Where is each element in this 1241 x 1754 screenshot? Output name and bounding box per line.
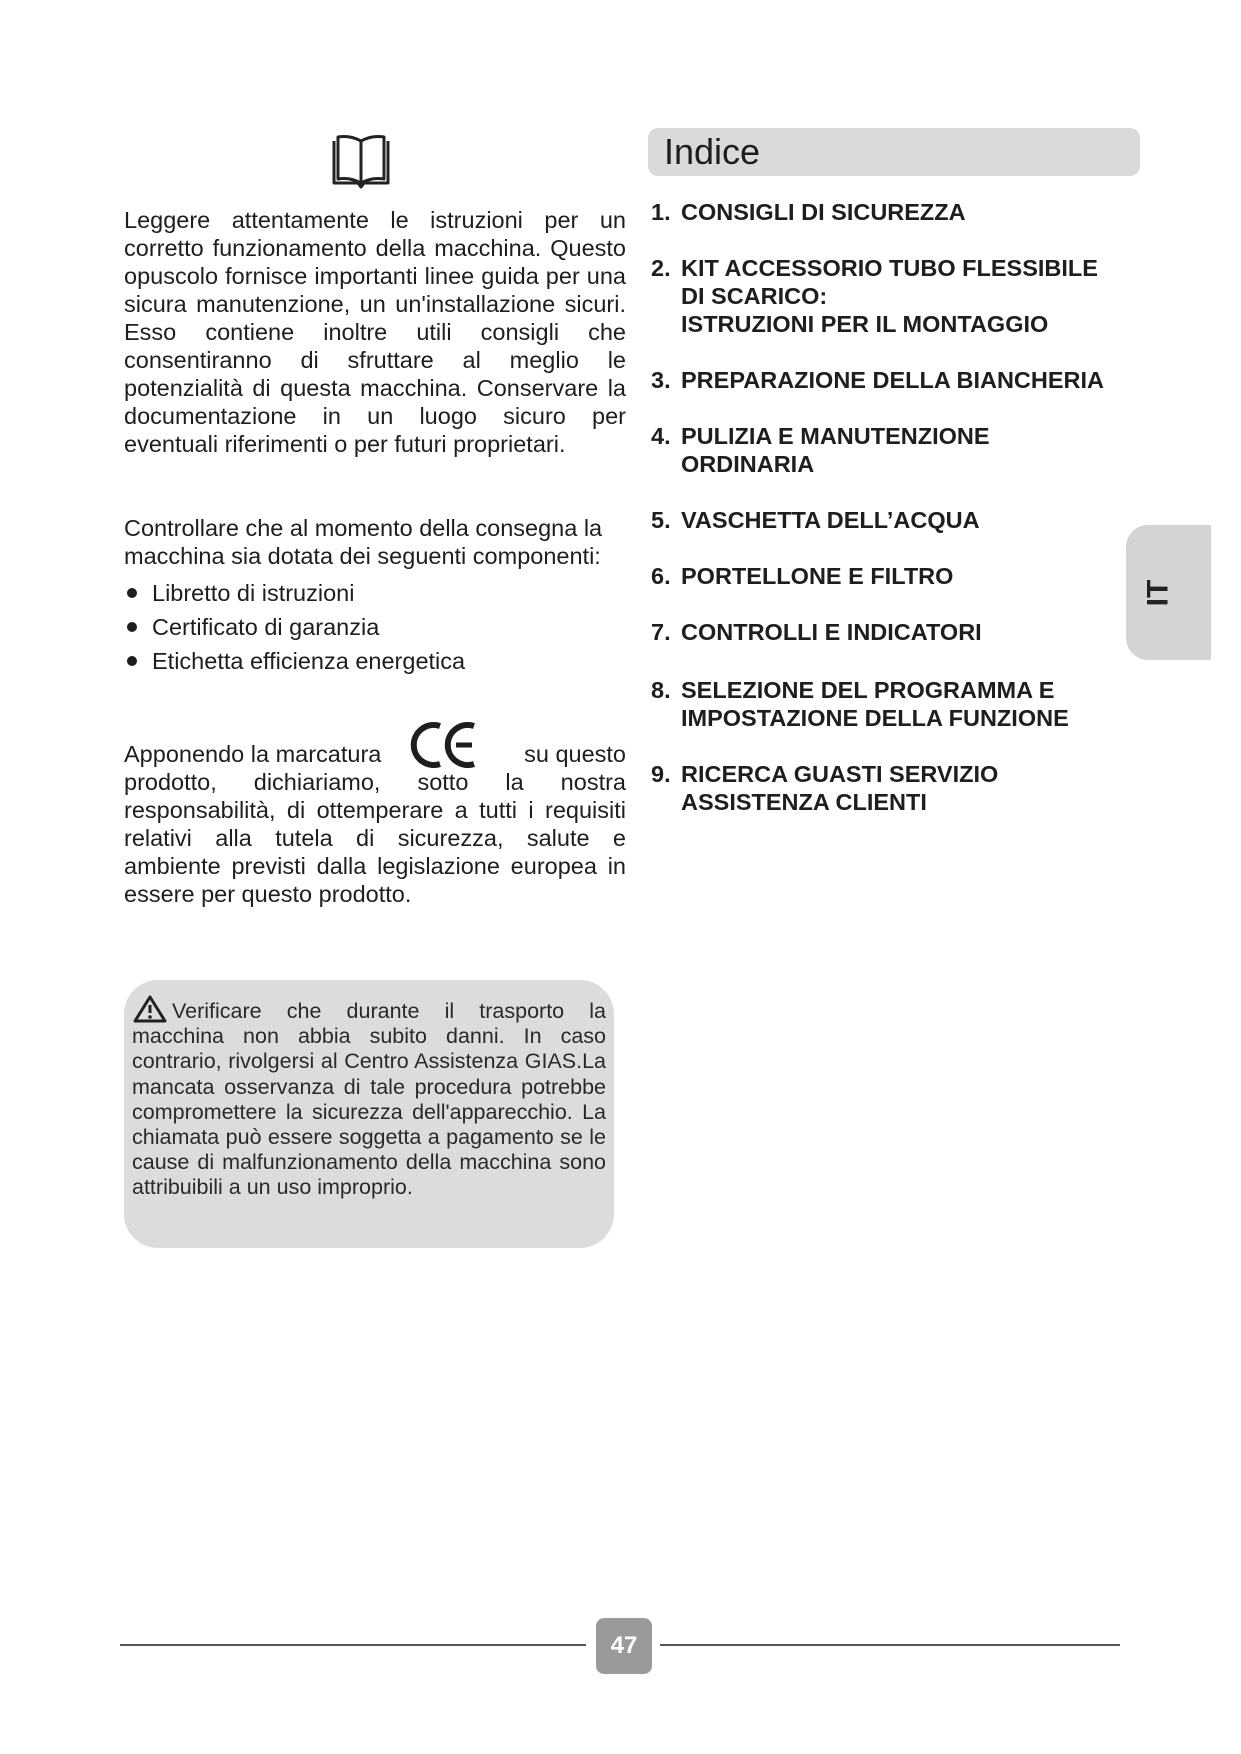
- footer-rule-left: [120, 1644, 586, 1646]
- components-section: [124, 514, 626, 678]
- components-list: [124, 576, 626, 678]
- toc-item-3[interactable]: 3. PREPARAZIONE DELLA BIANCHERIA: [651, 367, 1105, 393]
- page-number: 47: [596, 1618, 652, 1674]
- toc-item-7[interactable]: 7. CONTROLLI E INDICATORI: [651, 619, 982, 645]
- intro-paragraph: Leggere attentamente le istruzioni per un corretto funzionamento della macchina. Questo opuscolo fornisce importanti linee guida per una sicura manutenzione, un un'installazione sicuri. Esso contiene inoltre utili consigli che consentiranno di sfruttare al meglio le potenzialità di questa macchina. Conservare la documentazione in un luogo sicuro per eventuali riferimenti o per futuri proprietari.: [124, 207, 626, 457]
- toc-item-5[interactable]: 5. VASCHETTA DELL’ACQUA: [651, 507, 980, 533]
- ce-text-before: Apponendo la marcatura: [124, 741, 382, 767]
- warning-text: Verificare che durante il trasporto la macchina non abbia subito danni. In caso contrario, rivolgersi al Centro Assistenza GIAS.La mancata osservanza di tale procedura potrebbe compromettere la sicurezza dell'apparecchio. La chiamata può essere soggetta a pagamento se le cause di malfunzionamento della macchina sono attribuibili a un uso improprio.: [132, 999, 606, 1200]
- book-icon: [328, 133, 394, 191]
- ce-mark-icon: [410, 720, 478, 768]
- bullet-icon: [127, 622, 137, 632]
- toc-item-9[interactable]: 9. RICERCA GUASTI SERVIZIO ASSISTENZA CLIENTI: [651, 761, 999, 815]
- warning-text-block: [132, 994, 606, 1201]
- warning-triangle-icon: [132, 994, 168, 1024]
- toc-item-8[interactable]: 8. SELEZIONE DEL PROGRAMMA E IMPOSTAZIONE DELLA FUNZIONE: [651, 677, 1069, 731]
- footer-rule-right: [660, 1644, 1120, 1646]
- toc-item-4[interactable]: 4. PULIZIA E MANUTENZIONE ORDINARIA: [651, 423, 990, 477]
- list-item: Certificato di garanzia: [124, 610, 626, 644]
- list-item: Libretto di istruzioni: [124, 576, 626, 610]
- indice-title: Indice: [664, 131, 761, 172]
- bullet-icon: [127, 656, 137, 666]
- toc-item-6[interactable]: 6. PORTELLONE E FILTRO: [651, 563, 954, 589]
- ce-declaration: [124, 740, 626, 908]
- toc-item-1[interactable]: 1. CONSIGLI DI SICUREZZA: [651, 199, 966, 225]
- list-item: Etichetta efficienza energetica: [124, 644, 626, 678]
- ce-text-rest: prodotto, dichiariamo, sotto la nostra responsabilità, di ottemperare a tutti i requisiti relativi alla tutela di sicurezza, salute e ambiente previsti dalla legislazione europea in essere per questo prodotto.: [124, 769, 626, 907]
- components-lead: Controllare che al momento della consegna la macchina sia dotata dei seguenti componenti:: [124, 515, 603, 569]
- toc-item-2[interactable]: 2. KIT ACCESSORIO TUBO FLESSIBILE DI SCARICO: ISTRUZIONI PER IL MONTAGGIO: [651, 255, 1098, 337]
- language-tab-label: IT: [1140, 579, 1174, 606]
- bullet-icon: [127, 588, 137, 598]
- intro-section: [124, 206, 626, 458]
- ce-text-after: su questo: [524, 741, 626, 767]
